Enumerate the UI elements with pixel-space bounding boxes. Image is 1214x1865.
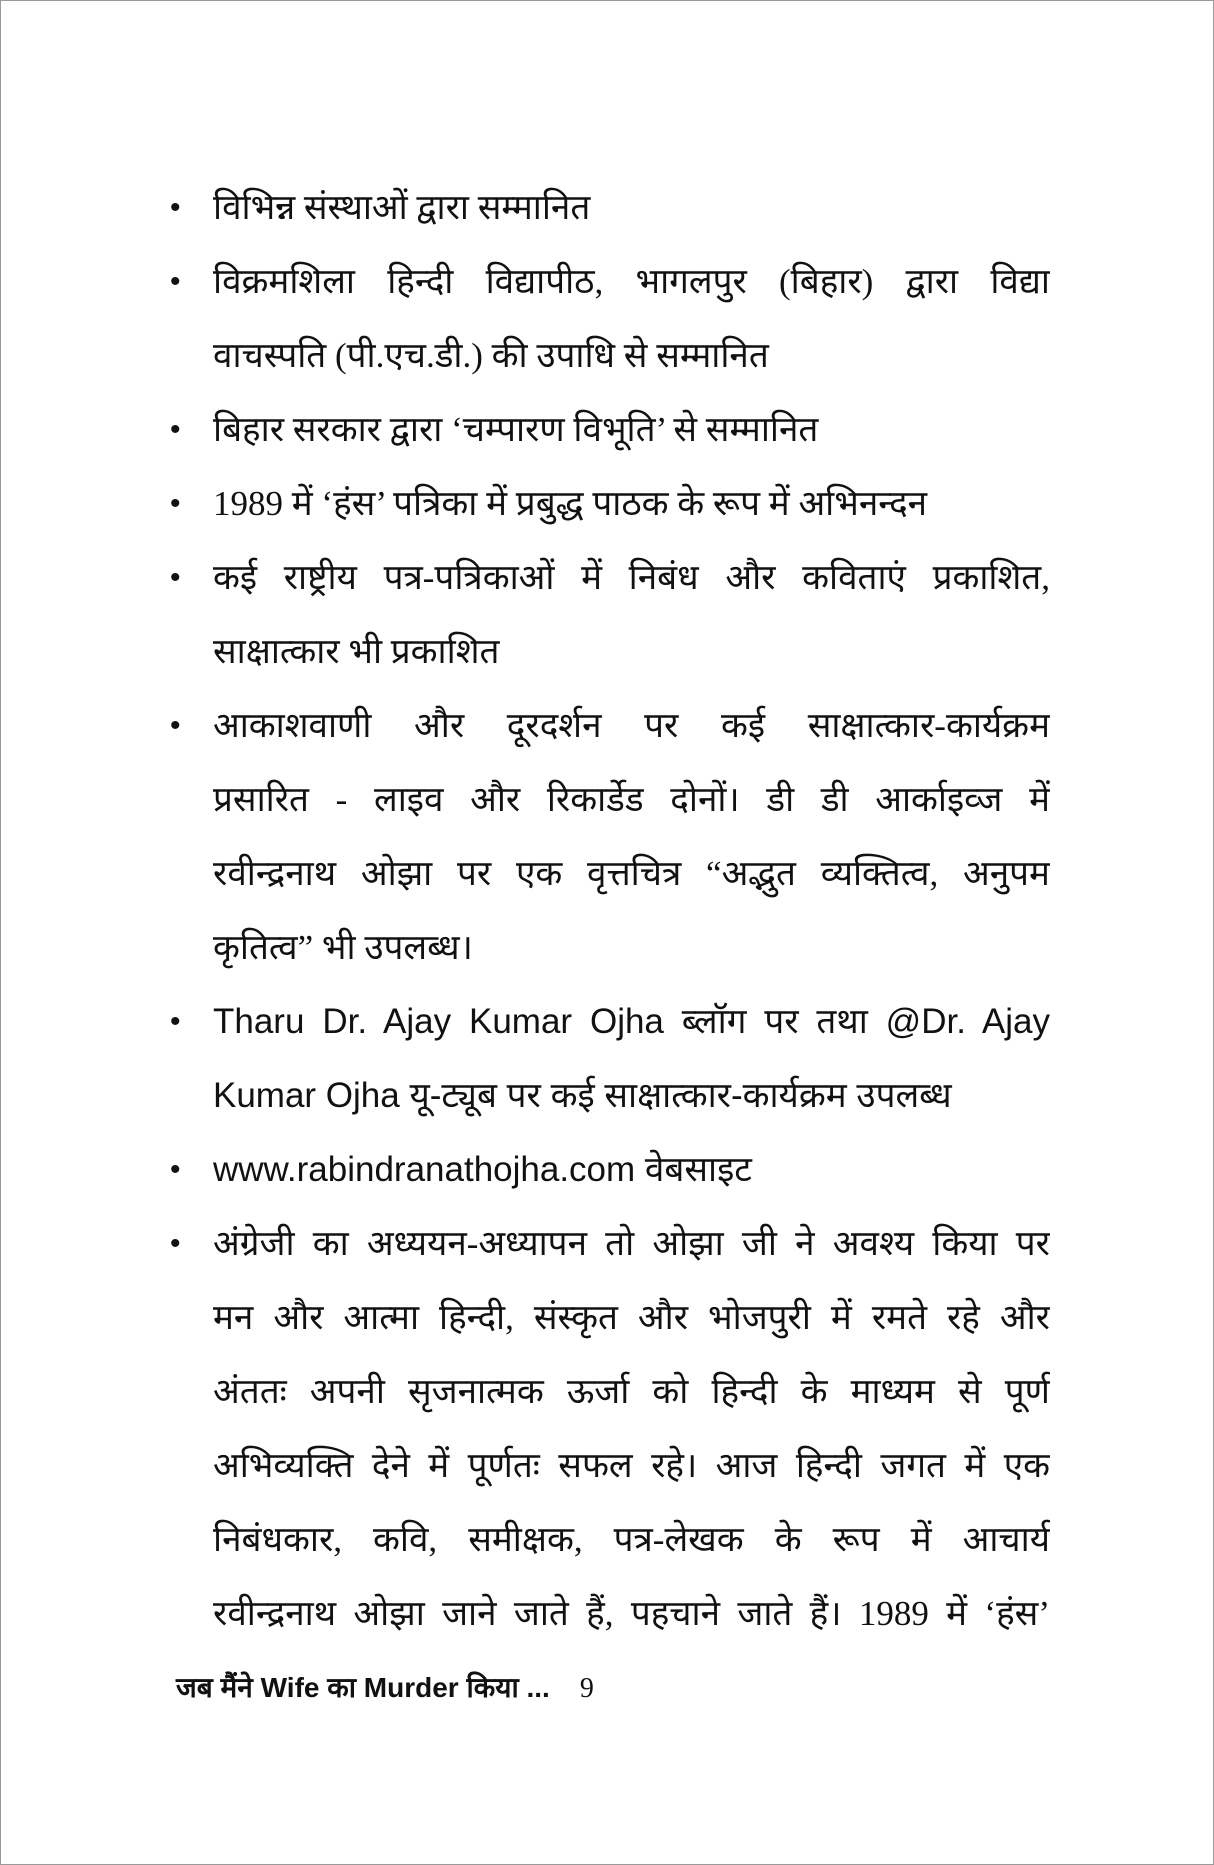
text-line: www.rabindranathojha.com वेबसाइट [213, 1150, 752, 1189]
text-line: कई राष्ट्रीय पत्र-पत्रिकाओं में निबंध और कविताएं प्रकाशित, [213, 558, 1050, 597]
page-footer [176, 1668, 594, 1706]
bullet-icon: • [170, 413, 181, 446]
text-line: Kumar Ojha यू-ट्यूब पर कई साक्षात्कार-कार्यक्रम उपलब्ध [213, 1076, 952, 1115]
bullet-icon: • [170, 191, 181, 224]
bullet-list [170, 171, 1050, 1651]
list-item [170, 393, 1050, 467]
list-item [170, 1133, 1050, 1207]
bullet-icon: • [170, 265, 181, 298]
list-item [170, 467, 1050, 541]
bullet-icon: • [170, 487, 181, 520]
text-line: साक्षात्कार भी प्रकाशित [213, 632, 500, 671]
text-line: विक्रमशिला हिन्दी विद्यापीठ, भागलपुर (बिहार) द्वारा विद्या [213, 262, 1050, 301]
bullet-icon: • [170, 1153, 181, 1186]
text-line: Tharu Dr. Ajay Kumar Ojha ब्लॉग पर तथा @Dr. Ajay [213, 1002, 1050, 1041]
list-item [170, 689, 1050, 985]
text-line: 1989 में ‘हंस’ पत्रिका में प्रबुद्ध पाठक के रूप में अभिनन्दन [213, 484, 928, 523]
bullet-icon: • [170, 561, 181, 594]
bullet-icon: • [170, 1005, 181, 1038]
text-line: रवीन्द्रनाथ ओझा जाने जाते हैं, पहचाने जाते हैं। 1989 में ‘हंस’ [213, 1594, 1050, 1633]
list-item [170, 1207, 1050, 1651]
bullet-icon: • [170, 709, 181, 742]
text-line: वाचस्पति (पी.एच.डी.) की उपाधि से सम्मानित [213, 336, 769, 375]
text-line: प्रसारित - लाइव और रिकार्डेड दोनों। डी डी आर्काइव्ज में [213, 780, 1050, 819]
page-number: 9 [579, 1673, 594, 1704]
text-line: आकाशवाणी और दूरदर्शन पर कई साक्षात्कार-कार्यक्रम [213, 706, 1050, 745]
text-line: अंततः अपनी सृजनात्मक ऊर्जा को हिन्दी के माध्यम से पूर्ण [213, 1372, 1050, 1411]
text-line: विभिन्न संस्थाओं द्वारा सम्मानित [213, 188, 591, 227]
text-line: रवीन्द्रनाथ ओझा पर एक वृत्तचित्र “अद्भुत व्यक्तित्व, अनुपम [213, 854, 1050, 893]
text-line: अंग्रेजी का अध्ययन-अध्यापन तो ओझा जी ने अवश्य किया पर [213, 1224, 1050, 1263]
text-line: निबंधकार, कवि, समीक्षक, पत्र-लेखक के रूप में आचार्य [213, 1520, 1050, 1559]
text-line: अभिव्यक्ति देने में पूर्णतः सफल रहे। आज हिन्दी जगत में एक [213, 1446, 1050, 1485]
text-line: बिहार सरकार द्वारा ‘चम्पारण विभूति’ से सम्मानित [213, 410, 819, 449]
text-line: मन और आत्मा हिन्दी, संस्कृत और भोजपुरी में रमते रहे और [213, 1298, 1050, 1337]
text-line: कृतित्व” भी उपलब्ध। [213, 928, 473, 967]
list-item [170, 171, 1050, 245]
list-item [170, 541, 1050, 689]
list-item [170, 985, 1050, 1133]
running-title: जब मैंने Wife का Murder किया ... [176, 1672, 550, 1703]
list-item [170, 245, 1050, 393]
bullet-icon: • [170, 1227, 181, 1260]
